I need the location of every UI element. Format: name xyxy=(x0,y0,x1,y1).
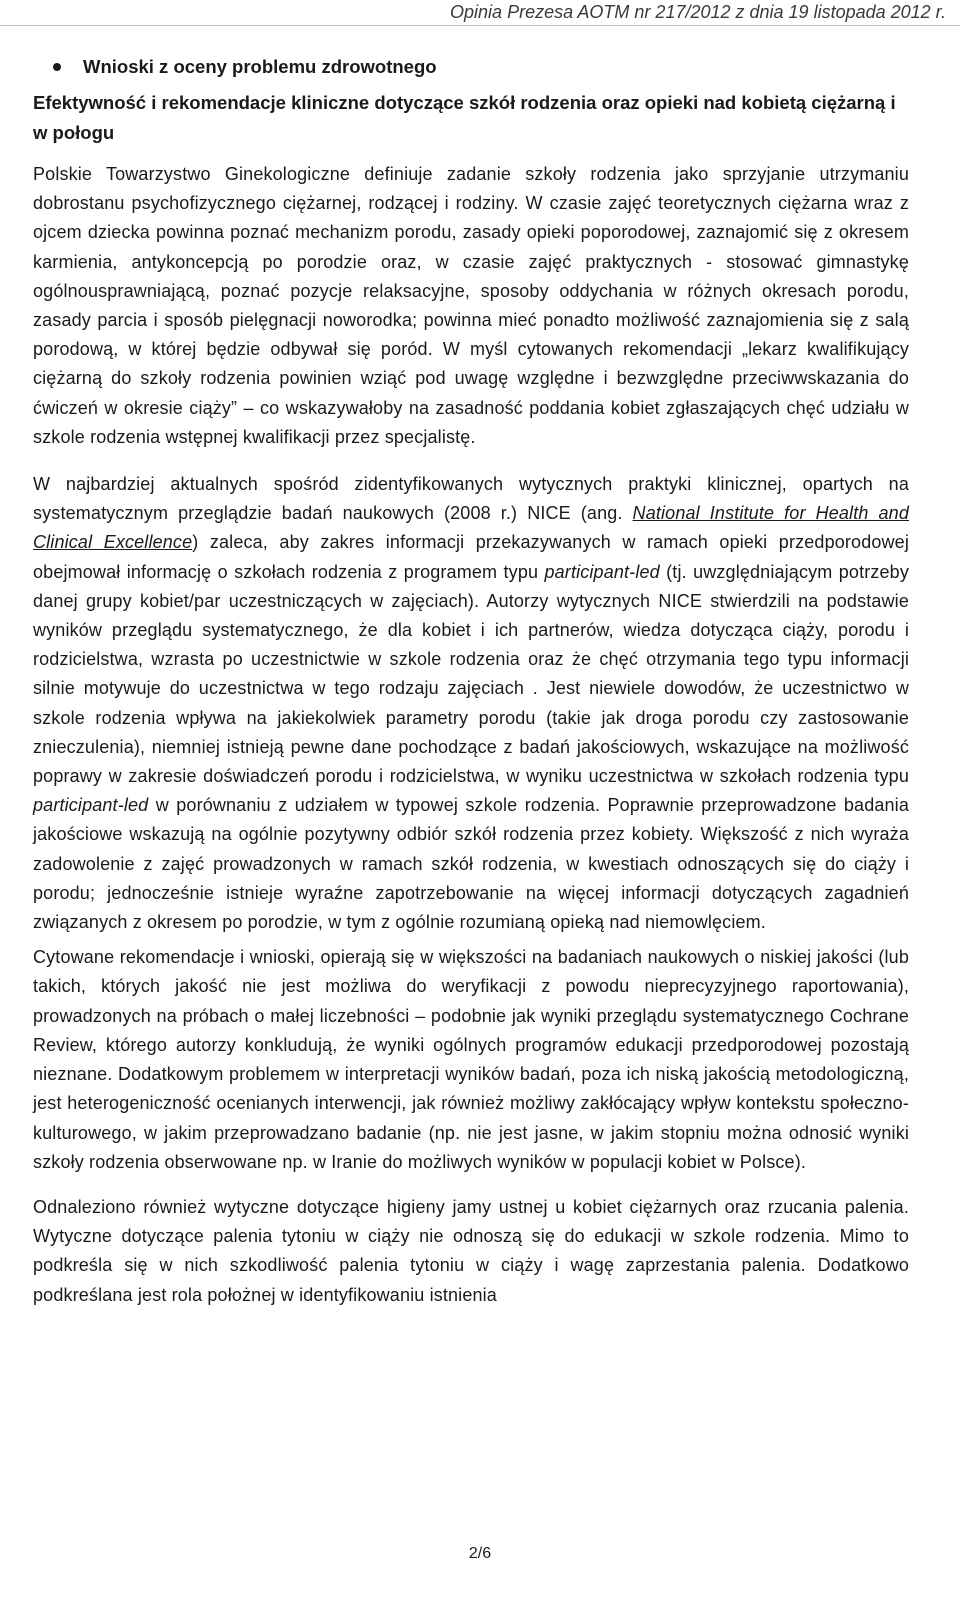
bullet-icon xyxy=(53,63,61,71)
page-number: 2/6 xyxy=(468,1545,492,1562)
header-title: Opinia Prezesa AOTM nr 217/2012 z dnia 19 listopada 2012 r. xyxy=(450,2,946,22)
paragraph-1: Polskie Towarzystwo Ginekologiczne definiuje zadanie szkoły rodzenia jako sprzyjanie utrzymaniu dobrostanu psychofizycznego ciężarnej, rodzącej i rodziny. W czasie zajęć teoretycznych ciężarna wraz z ojcem dziecka powinna poznać mechanizm porodu, zasady opieki poporodowej, zaznajomić się z okresem karmienia, antykoncepcją po porodzie oraz, w czasie zajęć praktycznych - stosować gimnastykę ogólnousprawniającą, poznać pozycje relaksacyjne, sposoby oddychania w różnych okresach porodu, zasady parcia i sposób pielęgnacji noworodka; powinna mieć ponadto możliwość zaznajomienia się z salą porodową, w której będzie odbywał się poród. W myśl cytowanych rekomendacji „lekarz kwalifikujący ciężarną do szkoły rodzenia powinien wziąć pod uwagę względne i bezwzględne przeciwwskazania do ćwiczeń w okresie ciąży” – co wskazywałoby na zasadność poddania kobiet zgłaszających chęć udziału w szkole rodzenia wstępnej kwalifikacji przez specjalistę. xyxy=(33,164,909,447)
document-body xyxy=(33,52,909,1330)
paragraph-3: Cytowane rekomendacje i wnioski, opierają się w większości na badaniach naukowych o niskiej jakości (lub takich, których jakość nie jest możliwa do weryfikacji z powodu nieprecyzyjnego raportowania), prowadzonych na próbach o małej liczebności – podobnie jak wyniki przeglądu systematycznego Cochrane Review, którego autorzy konkludują, że wyniki ogólnych programów edukacji przedporodowej pozostają nieznane. Dodatkowym problemem w interpretacji wyników badań, poza ich niską jakością metodologiczną, jest heterogeniczność ocenianych interwencji, jak również możliwy zakłócający wpływ kontekstu społeczno-kulturowego, w jakim przeprowadzano badanie (np. nie jest jasne, w jakim stopniu można odnosić wyniki szkoły rodzenia obserwowane np. w Iranie do możliwych wyników w populacji kobiet w Polsce). xyxy=(33,947,909,1172)
paragraph-2-part-3: (tj. uwzględniającym potrzeby danej grupy kobiet/par uczestniczących w zajęciach). Autorzy wytycznych NICE stwierdzili na podstawie wyników przeglądu systematycznego, że dla kobiet i ich partnerów, wiedza dotycząca ciąży, porodu i rodzicielstwa, wzrasta po uczestnictwie w szkole rodzenia oraz że chęć otrzymania tego typu informacji silnie motywuje do uczestnictwa w tego rodzaju zajęciach . Jest niewiele dowodów, że uczestnictwo w szkole rodzenia wpływa na jakiekolwiek parametry porodu (takie jak droga porodu czy zastosowanie znieczulenia), niemniej istnieją pewne dane pochodzące z badań jakościowych, wskazujące na możliwość poprawy w zakresie doświadczeń porodu i rodzicielstwa, w wyniku uczestnictwa w szkołach rodzenia typu xyxy=(33,561,909,787)
section-heading-text: Wnioski z oceny problemu zdrowotnego xyxy=(83,56,437,77)
nice-full-name-link[interactable]: National Institute for Health and Clinical Excellence xyxy=(33,503,909,553)
paragraph-2 xyxy=(33,470,909,937)
term-participant-led: participant-led xyxy=(33,795,149,816)
paragraph-4: Odnaleziono również wytyczne dotyczące higieny jamy ustnej u kobiet ciężarnych oraz rzucania palenia. Wytyczne dotyczące palenia tytoniu w ciąży nie odnoszą się do edukacji w szkole rodzenia. Mimo to podkreśla się w nich szkodliwość palenia tytoniu w ciąży i wagę zaprzestania palenia. Dodatkowo podkreślana jest rola położnej w identyfikowaniu istnienia xyxy=(33,1196,909,1305)
paragraph-2-part-1: W najbardziej aktualnych spośród zidentyfikowanych wytycznych praktyki klinicznej, opartych na systematycznym przeglądzie badań naukowych (2008 r.) NICE (ang. xyxy=(33,474,909,524)
section-heading xyxy=(33,56,909,78)
header-divider xyxy=(0,25,960,26)
paragraph-2-part-4: w porównaniu z udziałem w typowej szkole rodzenia. Poprawnie przeprowadzone badania jakościowe wskazują na ogólnie pozytywny odbiór szkół rodzenia przez kobiety. Większość z nich wyraża zadowolenie z zajęć prowadzonych w ramach szkół rodzenia, w kwestiach odnoszących się do ciąży i porodu; jednocześnie istnieje wyraźne zapotrzebowanie na więcej informacji dotyczących zagadnień związanych z okresem po porodzie, w tym z ogólnie rozumianą opieką nad niemowlęciem. xyxy=(33,795,909,933)
paragraph-2-part-2: ) zaleca, aby zakres informacji przekazywanych w ramach opieki przedporodowej obejmował informację o szkołach rodzenia z programem typu xyxy=(33,532,909,582)
term-participant-led: participant-led xyxy=(544,561,660,582)
subheading: Efektywność i rekomendacje kliniczne dotyczące szkół rodzenia oraz opieki nad kobietą ciężarną i w połogu xyxy=(33,92,896,143)
page-header xyxy=(0,0,960,24)
